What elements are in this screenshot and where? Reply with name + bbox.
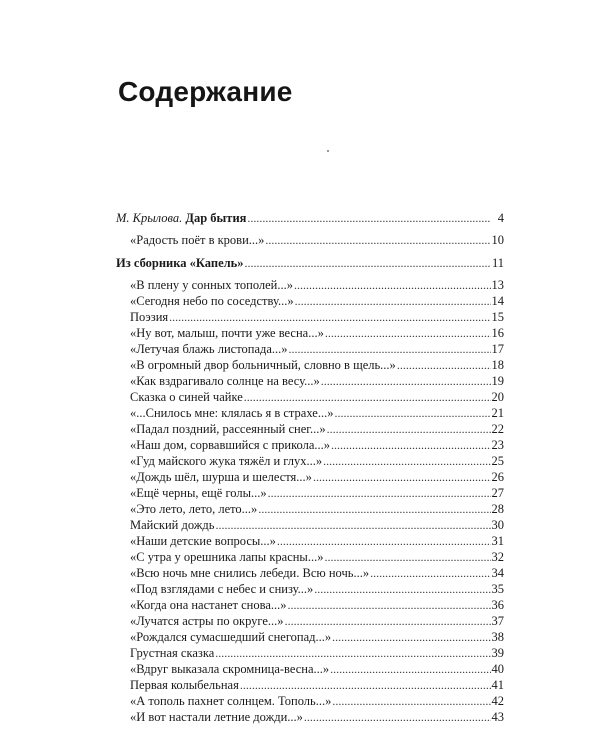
dot-leader [215, 645, 490, 661]
dot-leader [314, 581, 490, 597]
toc-entry[interactable] [116, 597, 504, 613]
dot-leader [330, 661, 490, 677]
toc-entry[interactable] [116, 453, 504, 469]
entry-title: Майский дождь [130, 518, 215, 532]
section-title: Из сборника «Капель» [116, 256, 244, 270]
toc-entry[interactable] [116, 357, 504, 373]
entry-title: «В огромный двор больничный, словно в щель...» [130, 358, 396, 372]
toc-entry[interactable] [116, 309, 504, 325]
page-number: 13 [491, 278, 504, 292]
foreword-title: Дар бытия [185, 211, 247, 225]
page-number: 19 [491, 374, 504, 388]
toc-entry[interactable] [116, 645, 504, 661]
toc-entry[interactable] [116, 517, 504, 533]
page-number: 21 [491, 406, 504, 420]
dot-leader [265, 232, 490, 248]
toc-entry[interactable] [116, 469, 504, 485]
dot-leader [313, 469, 491, 485]
entry-title: «Рождался сумасшедший снегопад...» [130, 630, 332, 644]
entry-title: «Наши детские вопросы...» [130, 534, 276, 548]
dot-leader [325, 325, 491, 341]
page-number: 25 [491, 454, 504, 468]
dot-leader [258, 501, 490, 517]
entry-title: «Это лето, лето, лето...» [130, 502, 258, 516]
paper-speck [327, 150, 329, 152]
dot-leader [370, 565, 490, 581]
toc-entry[interactable] [116, 661, 504, 677]
toc-entry[interactable] [116, 581, 504, 597]
dot-leader [327, 421, 491, 437]
toc-entry[interactable] [116, 293, 504, 309]
toc-entry-list [116, 277, 504, 725]
toc-entry[interactable] [116, 629, 504, 645]
toc-entry[interactable] [116, 373, 504, 389]
toc-entry[interactable] [116, 709, 504, 725]
entry-title: «Под взглядами с небес и снизу...» [130, 582, 314, 596]
page-number: 26 [491, 470, 504, 484]
toc-entry[interactable] [116, 549, 504, 565]
entry-title: «Когда она настанет снова...» [130, 598, 287, 612]
page-number: 11 [491, 256, 504, 270]
dot-leader [324, 549, 490, 565]
entry-title: Поэзия [130, 310, 169, 324]
entry-title: Грустная сказка [130, 646, 215, 660]
page-number: 23 [491, 438, 504, 452]
entry-title: «С утра у орешника лапы красны...» [130, 550, 324, 564]
dot-leader [215, 517, 490, 533]
dot-leader [304, 709, 491, 725]
entry-title: «Наш дом, сорвавшийся с прикола...» [130, 438, 331, 452]
dot-leader [277, 533, 491, 549]
toc-entry[interactable] [116, 277, 504, 293]
toc-entry-foreword[interactable] [116, 210, 504, 227]
table-of-contents [116, 210, 504, 725]
entry-title: «Дождь шёл, шурша и шелестя...» [130, 470, 312, 484]
entry-title: «Ещё черны, ещё голы...» [130, 486, 267, 500]
toc-entry[interactable] [116, 533, 504, 549]
page-number: 42 [491, 694, 504, 708]
entry-title: «...Снилось мне: клялась я в страхе...» [130, 406, 334, 420]
dot-leader [285, 613, 491, 629]
toc-entry[interactable] [116, 232, 504, 248]
dot-leader [295, 293, 491, 309]
dot-leader [288, 597, 491, 613]
toc-entry[interactable] [116, 501, 504, 517]
page-number: 30 [491, 518, 504, 532]
entry-title: Первая колыбельная [130, 678, 239, 692]
dot-leader [332, 629, 490, 645]
dot-leader [294, 277, 490, 293]
page-number: 16 [491, 326, 504, 340]
page-number: 10 [491, 233, 504, 247]
page-number: 38 [491, 630, 504, 644]
entry-title: «Вдруг выказала скромница-весна...» [130, 662, 330, 676]
page-number: 40 [491, 662, 504, 676]
page-number: 22 [491, 422, 504, 436]
dot-leader [240, 677, 491, 693]
entry-title: «Летучая блажь листопада...» [130, 342, 288, 356]
entry-title: «Ну вот, малыш, почти уже весна...» [130, 326, 324, 340]
dot-leader [332, 693, 490, 709]
toc-entry[interactable] [116, 613, 504, 629]
foreword-author: М. Крылова. [116, 211, 183, 225]
page-number: 4 [497, 211, 504, 225]
entry-title: «И вот настали летние дожди...» [130, 710, 303, 724]
dot-leader [397, 357, 491, 373]
page-title: Содержание [118, 76, 293, 107]
toc-entry[interactable] [116, 677, 504, 693]
entry-title: «А тополь пахнет солнцем. Тополь...» [130, 694, 332, 708]
dot-leader [244, 389, 491, 405]
toc-entry[interactable] [116, 325, 504, 341]
page-number: 34 [491, 566, 504, 580]
entry-title: «Всю ночь мне снились лебеди. Всю ночь...» [130, 566, 370, 580]
page-number: 37 [491, 614, 504, 628]
page-number: 28 [491, 502, 504, 516]
dot-leader [169, 309, 490, 325]
toc-entry[interactable] [116, 485, 504, 501]
dot-leader [268, 485, 491, 501]
toc-entry[interactable] [116, 341, 504, 357]
page-number: 15 [491, 310, 504, 324]
page-number: 17 [491, 342, 504, 356]
page-number: 20 [491, 390, 504, 404]
page-number: 39 [491, 646, 504, 660]
toc-entry[interactable] [116, 389, 504, 405]
page-number: 32 [491, 550, 504, 564]
toc-entry[interactable] [116, 405, 504, 421]
entry-title: «В плену у сонных тополей...» [130, 278, 294, 292]
entry-title: «Падал поздний, рассеянный снег...» [130, 422, 326, 436]
toc-entry[interactable] [116, 565, 504, 581]
page-number: 27 [491, 486, 504, 500]
entry-title: «Лучатся астры по округе...» [130, 614, 284, 628]
dot-leader [331, 437, 490, 453]
dot-leader [334, 405, 490, 421]
toc-entry[interactable] [116, 437, 504, 453]
page-number: 43 [491, 710, 504, 724]
toc-entry[interactable] [116, 421, 504, 437]
entry-title: Сказка о синей чайке [130, 390, 243, 404]
entry-title: «Как вздрагивало солнце на весу...» [130, 374, 320, 388]
dot-leader [247, 210, 491, 227]
page-number: 31 [491, 534, 504, 548]
entry-title: «Гуд майского жука тяжёл и глух...» [130, 454, 323, 468]
dot-leader [323, 453, 490, 469]
entry-title: «Сегодня небо по соседству...» [130, 294, 294, 308]
entry-title: «Радость поёт в крови...» [130, 233, 265, 247]
toc-entry-collection[interactable] [116, 255, 504, 272]
dot-leader [245, 255, 491, 272]
toc-entry[interactable] [116, 693, 504, 709]
page-number: 18 [491, 358, 504, 372]
dot-leader [321, 373, 491, 389]
page-number: 35 [491, 582, 504, 596]
page-number: 41 [491, 678, 504, 692]
page-number: 14 [491, 294, 504, 308]
page-number: 36 [491, 598, 504, 612]
dot-leader [289, 341, 491, 357]
